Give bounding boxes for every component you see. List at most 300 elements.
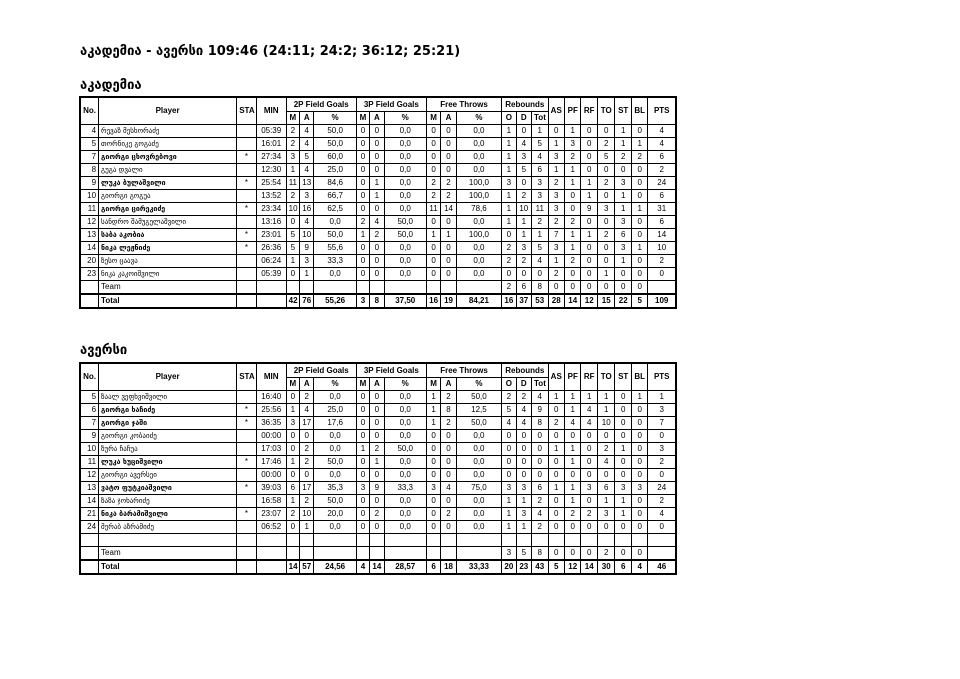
player-row bbox=[80, 242, 676, 255]
cell-pts bbox=[648, 281, 676, 295]
header-tot: Tot bbox=[532, 112, 548, 125]
cell-pf: 0 bbox=[564, 430, 580, 443]
cell-tot: 6 bbox=[532, 164, 548, 177]
cell-to: 0 bbox=[597, 255, 615, 268]
cell-pf-: 75,0 bbox=[456, 482, 501, 495]
cell-d bbox=[516, 534, 531, 547]
cell-pf: 1 bbox=[564, 242, 580, 255]
cell-mf: 0 bbox=[426, 268, 440, 281]
header-pct: % bbox=[456, 378, 501, 391]
header-pf: PF bbox=[564, 97, 580, 125]
cell-no: 12 bbox=[80, 216, 99, 229]
cell-p2: 25,0 bbox=[314, 164, 356, 177]
cell-pf-: 84,21 bbox=[456, 294, 501, 308]
cell-m3: 0 bbox=[356, 508, 369, 521]
cell-m3: 0 bbox=[356, 125, 369, 138]
cell-st: 0 bbox=[615, 164, 631, 177]
header-bl: BL bbox=[631, 363, 647, 391]
cell-p3: 0,0 bbox=[384, 430, 426, 443]
cell-as: 1 bbox=[548, 391, 564, 404]
cell-o: 3 bbox=[502, 547, 516, 561]
cell-p3: 0,0 bbox=[384, 391, 426, 404]
cell-tot: 4 bbox=[532, 508, 548, 521]
cell-p2: 0,0 bbox=[314, 391, 356, 404]
cell-pf: 0 bbox=[564, 203, 580, 216]
header-player: Player bbox=[99, 363, 237, 391]
cell-a3: 0 bbox=[370, 417, 384, 430]
cell-pf-: 0,0 bbox=[456, 469, 501, 482]
header-rf: RF bbox=[581, 363, 597, 391]
cell-pf: 4 bbox=[564, 417, 580, 430]
cell-sta bbox=[237, 430, 257, 443]
header-bl: BL bbox=[631, 97, 647, 125]
cell-o: 0 bbox=[502, 430, 516, 443]
cell-pts: 3 bbox=[648, 443, 676, 456]
cell-min: 00:00 bbox=[256, 469, 286, 482]
cell-p2: 50,0 bbox=[314, 138, 356, 151]
cell-p3 bbox=[384, 281, 426, 295]
cell-rf: 0 bbox=[581, 547, 597, 561]
cell-o: 2 bbox=[502, 391, 516, 404]
cell-mf: 1 bbox=[426, 229, 440, 242]
cell-af: 0 bbox=[441, 495, 456, 508]
header-fg2: 2P Field Goals bbox=[286, 363, 356, 378]
header-a: A bbox=[300, 112, 314, 125]
cell-a2: 2 bbox=[300, 443, 314, 456]
cell-a3: 2 bbox=[370, 229, 384, 242]
cell-d: 3 bbox=[516, 508, 531, 521]
cell-as: 2 bbox=[548, 417, 564, 430]
cell-tot: 0 bbox=[532, 430, 548, 443]
cell-tot: 53 bbox=[532, 294, 548, 308]
cell-rf: 14 bbox=[581, 560, 597, 574]
cell-af: 19 bbox=[441, 294, 456, 308]
header-m: M bbox=[286, 112, 299, 125]
header-m: M bbox=[426, 112, 440, 125]
cell-bl: 0 bbox=[631, 443, 647, 456]
cell-rf: 2 bbox=[581, 508, 597, 521]
cell-player: გიორგი ავერსეი bbox=[99, 469, 237, 482]
cell-tot: 3 bbox=[532, 177, 548, 190]
cell-a3: 0 bbox=[370, 430, 384, 443]
cell-pts: 0 bbox=[648, 430, 676, 443]
cell-tot: 8 bbox=[532, 417, 548, 430]
cell-min: 23:34 bbox=[256, 203, 286, 216]
cell-pts: 10 bbox=[648, 242, 676, 255]
cell-rf: 3 bbox=[581, 482, 597, 495]
cell-pts: 14 bbox=[648, 229, 676, 242]
header-no: No. bbox=[80, 97, 99, 125]
cell-pf: 1 bbox=[564, 229, 580, 242]
cell-st: 1 bbox=[615, 125, 631, 138]
cell-as: 3 bbox=[548, 190, 564, 203]
player-row bbox=[80, 404, 676, 417]
cell-rf: 0 bbox=[581, 469, 597, 482]
header-pct: % bbox=[456, 112, 501, 125]
cell-pf: 2 bbox=[564, 151, 580, 164]
cell-p2: 50,0 bbox=[314, 229, 356, 242]
cell-bl: 1 bbox=[631, 138, 647, 151]
cell-p3 bbox=[384, 547, 426, 561]
cell-to: 0 bbox=[597, 281, 615, 295]
cell-p3: 0,0 bbox=[384, 268, 426, 281]
cell-p2: 20,0 bbox=[314, 508, 356, 521]
cell-rf bbox=[581, 534, 597, 547]
cell-player: თორნიკე გოგაძე bbox=[99, 138, 237, 151]
cell-mf: 0 bbox=[426, 443, 440, 456]
cell-p2: 50,0 bbox=[314, 125, 356, 138]
cell-player: ზურა ჩაჩუა bbox=[99, 443, 237, 456]
cell-st: 0 bbox=[615, 456, 631, 469]
cell-af: 2 bbox=[441, 190, 456, 203]
cell-st: 2 bbox=[615, 151, 631, 164]
cell-st: 0 bbox=[615, 404, 631, 417]
cell-as: 1 bbox=[548, 255, 564, 268]
cell-af bbox=[441, 534, 456, 547]
cell-af: 0 bbox=[441, 125, 456, 138]
cell-m2: 0 bbox=[286, 391, 299, 404]
cell-bl: 0 bbox=[631, 469, 647, 482]
cell-o: 1 bbox=[502, 190, 516, 203]
cell-rf: 0 bbox=[581, 242, 597, 255]
header-pts: PTS bbox=[648, 363, 676, 391]
cell-no bbox=[80, 547, 99, 561]
cell-m3: 3 bbox=[356, 294, 369, 308]
cell-d: 37 bbox=[516, 294, 531, 308]
cell-min bbox=[256, 547, 286, 561]
cell-m3: 1 bbox=[356, 443, 369, 456]
cell-to: 0 bbox=[597, 430, 615, 443]
cell-pf-: 0,0 bbox=[456, 125, 501, 138]
cell-player: ლუკა ხუციშვილი bbox=[99, 456, 237, 469]
cell-as: 3 bbox=[548, 151, 564, 164]
cell-pts: 24 bbox=[648, 177, 676, 190]
player-row bbox=[80, 125, 676, 138]
cell-pf-: 0,0 bbox=[456, 138, 501, 151]
cell-p3: 0,0 bbox=[384, 417, 426, 430]
cell-no: 14 bbox=[80, 242, 99, 255]
box-score-table-away bbox=[79, 362, 677, 575]
header-m: M bbox=[356, 378, 369, 391]
cell-o: 1 bbox=[502, 125, 516, 138]
cell-mf: 0 bbox=[426, 430, 440, 443]
cell-st: 0 bbox=[615, 547, 631, 561]
cell-sta bbox=[237, 164, 257, 177]
cell-no bbox=[80, 281, 99, 295]
cell-no: 21 bbox=[80, 508, 99, 521]
cell-st: 1 bbox=[615, 190, 631, 203]
cell-p3: 28,57 bbox=[384, 560, 426, 574]
cell-p3: 0,0 bbox=[384, 508, 426, 521]
header-d: D bbox=[516, 112, 531, 125]
cell-min: 23:01 bbox=[256, 229, 286, 242]
cell-player: გიორგი ხაჩიძე bbox=[99, 404, 237, 417]
cell-pf-: 33,33 bbox=[456, 560, 501, 574]
cell-st: 22 bbox=[615, 294, 631, 308]
cell-mf: 0 bbox=[426, 508, 440, 521]
cell-pf: 0 bbox=[564, 268, 580, 281]
cell-to: 2 bbox=[597, 177, 615, 190]
cell-pf- bbox=[456, 281, 501, 295]
cell-pts: 1 bbox=[648, 391, 676, 404]
cell-player: ნიკა კაკოიშვილი bbox=[99, 268, 237, 281]
cell-a3: 9 bbox=[370, 482, 384, 495]
cell-sta bbox=[237, 125, 257, 138]
cell-no: 13 bbox=[80, 482, 99, 495]
cell-p3: 50,0 bbox=[384, 229, 426, 242]
header-pct: % bbox=[384, 112, 426, 125]
cell-d: 6 bbox=[516, 281, 531, 295]
cell-to: 0 bbox=[597, 521, 615, 534]
cell-bl: 0 bbox=[631, 268, 647, 281]
header-sta: STA bbox=[237, 363, 257, 391]
cell-mf: 2 bbox=[426, 177, 440, 190]
cell-no bbox=[80, 294, 99, 308]
cell-pf-: 0,0 bbox=[456, 164, 501, 177]
cell-sta bbox=[237, 281, 257, 295]
cell-to: 4 bbox=[597, 456, 615, 469]
player-row bbox=[80, 255, 676, 268]
cell-m3: 0 bbox=[356, 495, 369, 508]
cell-m3: 3 bbox=[356, 482, 369, 495]
cell-st: 0 bbox=[615, 521, 631, 534]
cell-d: 23 bbox=[516, 560, 531, 574]
cell-a3 bbox=[370, 547, 384, 561]
cell-sta bbox=[237, 391, 257, 404]
cell-a3 bbox=[370, 534, 384, 547]
cell-bl: 0 bbox=[631, 521, 647, 534]
cell-bl: 0 bbox=[631, 229, 647, 242]
cell-af: 0 bbox=[441, 521, 456, 534]
cell-pf-: 0,0 bbox=[456, 456, 501, 469]
cell-m3 bbox=[356, 281, 369, 295]
cell-p3: 37,50 bbox=[384, 294, 426, 308]
cell-sta bbox=[237, 547, 257, 561]
cell-sta: * bbox=[237, 229, 257, 242]
cell-pf: 3 bbox=[564, 138, 580, 151]
cell-pts bbox=[648, 534, 676, 547]
cell-pf: 1 bbox=[564, 164, 580, 177]
cell-to: 0 bbox=[597, 164, 615, 177]
cell-pf: 2 bbox=[564, 216, 580, 229]
cell-a2: 3 bbox=[300, 255, 314, 268]
cell-a3: 0 bbox=[370, 203, 384, 216]
cell-a2: 4 bbox=[300, 404, 314, 417]
cell-d: 5 bbox=[516, 164, 531, 177]
cell-no: 23 bbox=[80, 268, 99, 281]
cell-o: 5 bbox=[502, 404, 516, 417]
cell-no: 24 bbox=[80, 521, 99, 534]
cell-pf: 0 bbox=[564, 190, 580, 203]
header-to: TO bbox=[597, 363, 615, 391]
cell-pf: 1 bbox=[564, 495, 580, 508]
cell-st: 0 bbox=[615, 417, 631, 430]
cell-tot: 0 bbox=[532, 469, 548, 482]
cell-af: 0 bbox=[441, 138, 456, 151]
cell-pf: 0 bbox=[564, 281, 580, 295]
cell-player: მერაბ აზრამიძე bbox=[99, 521, 237, 534]
cell-p3 bbox=[384, 534, 426, 547]
cell-as: 1 bbox=[548, 164, 564, 177]
cell-pts: 46 bbox=[648, 560, 676, 574]
cell-player: ზაზა ჯოხარიძე bbox=[99, 495, 237, 508]
cell-as: 1 bbox=[548, 443, 564, 456]
cell-min bbox=[256, 534, 286, 547]
cell-pts: 3 bbox=[648, 404, 676, 417]
cell-as: 28 bbox=[548, 294, 564, 308]
cell-to: 0 bbox=[597, 216, 615, 229]
cell-min: 25:54 bbox=[256, 177, 286, 190]
cell-st: 3 bbox=[615, 216, 631, 229]
cell-mf: 1 bbox=[426, 391, 440, 404]
cell-pf-: 0,0 bbox=[456, 151, 501, 164]
cell-to: 6 bbox=[597, 482, 615, 495]
cell-sta bbox=[237, 521, 257, 534]
cell-af: 0 bbox=[441, 242, 456, 255]
header-a: A bbox=[441, 112, 456, 125]
cell-p2: 60,0 bbox=[314, 151, 356, 164]
cell-as: 7 bbox=[548, 229, 564, 242]
cell-bl: 0 bbox=[631, 255, 647, 268]
cell-m2: 42 bbox=[286, 294, 299, 308]
cell-m2 bbox=[286, 281, 299, 295]
cell-no: 10 bbox=[80, 443, 99, 456]
cell-m2: 5 bbox=[286, 229, 299, 242]
cell-rf: 1 bbox=[581, 190, 597, 203]
cell-a3: 1 bbox=[370, 177, 384, 190]
cell-player: ზესო ცაავა bbox=[99, 255, 237, 268]
cell-to: 15 bbox=[597, 294, 615, 308]
cell-rf: 0 bbox=[581, 443, 597, 456]
cell-to: 3 bbox=[597, 508, 615, 521]
cell-a3: 0 bbox=[370, 164, 384, 177]
cell-a3: 0 bbox=[370, 138, 384, 151]
cell-pf-: 0,0 bbox=[456, 255, 501, 268]
cell-mf bbox=[426, 281, 440, 295]
cell-a3: 0 bbox=[370, 255, 384, 268]
cell-m3: 0 bbox=[356, 151, 369, 164]
cell-pf: 1 bbox=[564, 177, 580, 190]
header-ft: Free Throws bbox=[426, 97, 501, 112]
cell-m2: 1 bbox=[286, 456, 299, 469]
cell-a2: 5 bbox=[300, 151, 314, 164]
cell-p2: 17,6 bbox=[314, 417, 356, 430]
cell-pts: 4 bbox=[648, 125, 676, 138]
cell-tot bbox=[532, 534, 548, 547]
cell-o: 3 bbox=[502, 482, 516, 495]
cell-m2: 1 bbox=[286, 164, 299, 177]
cell-as: 0 bbox=[548, 495, 564, 508]
cell-d: 2 bbox=[516, 190, 531, 203]
cell-p2: 55,26 bbox=[314, 294, 356, 308]
cell-player: სანდრო შამუგელაშვილი bbox=[99, 216, 237, 229]
cell-sta: * bbox=[237, 151, 257, 164]
team-name-home: აკადემია bbox=[80, 78, 142, 93]
cell-d: 4 bbox=[516, 404, 531, 417]
cell-o: 0 bbox=[502, 443, 516, 456]
cell-o: 16 bbox=[502, 294, 516, 308]
player-row bbox=[80, 151, 676, 164]
cell-pts: 0 bbox=[648, 521, 676, 534]
header-pf: PF bbox=[564, 363, 580, 391]
header-sta: STA bbox=[237, 97, 257, 125]
cell-a2: 2 bbox=[300, 391, 314, 404]
cell-sta bbox=[237, 216, 257, 229]
cell-rf: 0 bbox=[581, 456, 597, 469]
cell-as: 0 bbox=[548, 281, 564, 295]
player-row bbox=[80, 391, 676, 404]
cell-d: 3 bbox=[516, 242, 531, 255]
cell-d: 0 bbox=[516, 469, 531, 482]
cell-af: 2 bbox=[441, 391, 456, 404]
cell-player: ნიკა ბარამიშვილი bbox=[99, 508, 237, 521]
box-score-table-home bbox=[79, 96, 677, 309]
cell-min: 36:35 bbox=[256, 417, 286, 430]
cell-rf: 0 bbox=[581, 164, 597, 177]
cell-to: 2 bbox=[597, 138, 615, 151]
cell-bl: 1 bbox=[631, 203, 647, 216]
cell-pf- bbox=[456, 547, 501, 561]
cell-pts: 2 bbox=[648, 495, 676, 508]
cell-mf: 0 bbox=[426, 151, 440, 164]
player-row bbox=[80, 138, 676, 151]
cell-af: 0 bbox=[441, 268, 456, 281]
cell-p3: 0,0 bbox=[384, 495, 426, 508]
cell-d: 2 bbox=[516, 391, 531, 404]
cell-as: 3 bbox=[548, 203, 564, 216]
cell-tot: 1 bbox=[532, 125, 548, 138]
cell-p2: 66,7 bbox=[314, 190, 356, 203]
cell-o: 0 bbox=[502, 229, 516, 242]
header-rf: RF bbox=[581, 97, 597, 125]
cell-player: გიორგი ცირეკიძე bbox=[99, 203, 237, 216]
cell-rf: 0 bbox=[581, 216, 597, 229]
cell-a3: 0 bbox=[370, 495, 384, 508]
cell-min: 26:36 bbox=[256, 242, 286, 255]
cell-o: 0 bbox=[502, 469, 516, 482]
cell-m3: 0 bbox=[356, 430, 369, 443]
cell-o: 2 bbox=[502, 255, 516, 268]
player-row bbox=[80, 229, 676, 242]
player-row bbox=[80, 508, 676, 521]
cell-no: 10 bbox=[80, 190, 99, 203]
cell-a2: 10 bbox=[300, 229, 314, 242]
cell-pf-: 0,0 bbox=[456, 443, 501, 456]
cell-m3: 0 bbox=[356, 203, 369, 216]
cell-tot: 0 bbox=[532, 443, 548, 456]
cell-m2: 2 bbox=[286, 138, 299, 151]
cell-st: 3 bbox=[615, 242, 631, 255]
cell-bl: 0 bbox=[631, 164, 647, 177]
cell-to: 0 bbox=[597, 469, 615, 482]
cell-as: 0 bbox=[548, 125, 564, 138]
cell-a3: 0 bbox=[370, 151, 384, 164]
header-min: MIN bbox=[256, 363, 286, 391]
cell-mf bbox=[426, 547, 440, 561]
cell-no: 5 bbox=[80, 391, 99, 404]
cell-no: 6 bbox=[80, 404, 99, 417]
cell-af bbox=[441, 547, 456, 561]
cell-tot: 1 bbox=[532, 229, 548, 242]
header-to: TO bbox=[597, 97, 615, 125]
cell-a3: 0 bbox=[370, 521, 384, 534]
cell-af: 0 bbox=[441, 164, 456, 177]
player-row bbox=[80, 443, 676, 456]
cell-mf: 0 bbox=[426, 495, 440, 508]
cell-p3: 0,0 bbox=[384, 456, 426, 469]
cell-p3: 0,0 bbox=[384, 164, 426, 177]
cell-a2 bbox=[300, 281, 314, 295]
